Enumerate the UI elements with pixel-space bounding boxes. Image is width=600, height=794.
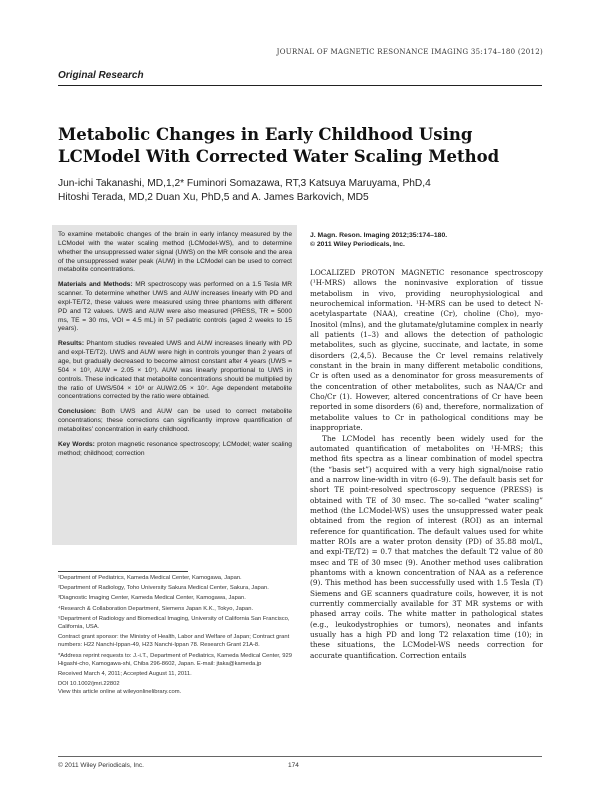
keywords-text: proton magnetic resonance spectroscopy; LCModel; water scaling method; childhood; correction [58,440,292,457]
conclusion-label: Conclusion: [58,408,97,416]
section-label: Original Research [58,70,144,81]
footnote-reprint: *Address reprint requests to: J.-i.T., Department of Pediatrics, Kameda Medical Center, 929 Higashi-cho, Kamogawa-shi, Chiba 296-8602, Japan. E-mail: jtaka@kameda.jp [58,652,292,667]
author-list [58,177,558,205]
citation-block [310,231,542,249]
footnote-grant: Contract grant sponsor: the Ministry of Health, Labor and Welfare of Japan; Contract grant numbers: H22 Nanchi-Ippan-49, H23 Nanchi-Ippan 78. Research Grant 21A-8. [58,634,290,649]
abstract-keywords [58,441,292,459]
citation-line: J. Magn. Reson. Imaging 2012;35:174–180. [310,232,448,239]
footnotes [58,574,292,699]
keywords-label: Key Words: [58,440,95,448]
methods-label: Materials and Methods: [58,281,133,289]
page-number: 174 [288,762,299,769]
footnote-affiliation-3: ³Diagnostic Imaging Center, Kameda Medical Center, Kamogawa, Japan. [58,595,246,602]
body-text [310,268,543,661]
methods-text: MR spectroscopy was performed on a 1.5 Tesla MR scanner. To determine whether UWS and AUW increases linearly with PD and expl-TE/T2, these values were measured using three phantoms with different PD and T2 values. UWS and AUW were also measured (PRESS, TR = 5000 ms, TE = 30 ms, VOI = 4.5 mL) in 57 pediatric controls (aged 2 weeks to 15 years). [58,281,292,333]
results-label: Results: [58,340,85,348]
abstract-purpose: To examine metabolic changes of the brain in early infancy measured by the LCModel with the water scaling method (LCModel-WS), and to determine whether the unsuppressed water signal (UWS) on the MR console and the area of the unsuppressed water peak (AUW) in the LCModel can be used to correct metabolite concentrations. [58,231,292,274]
copyright-line: © 2011 Wiley Periodicals, Inc. [310,241,405,248]
journal-header: JOURNAL OF MAGNETIC RESONANCE IMAGING 35:174–180 (2012) [276,48,543,56]
abstract-conclusion [58,408,292,435]
footer-divider [58,756,542,757]
footer-copyright: © 2011 Wiley Periodicals, Inc. [58,762,144,769]
section-divider [58,85,542,86]
footnote-divider [58,571,188,572]
conclusion-text: Both UWS and AUW can be used to correct metabolite concentrations; these corrections can significantly improve quantification of metabolites' concentration in early childhood. [58,408,292,433]
body-paragraph-2: The LCModel has recently been widely used for the automated quantification of metabolites on ¹H-MRS; this method fits spectra as a linear combination of model spectra (the “basis set”) acquired with a very high signal/noise ratio and a narrow line-width in vitro (6–9). The default basis set for short TE point-resolved spectroscopy sequence (PRESS) is obtained with TE of 30 msec. The so-called “water scaling” method (the LCModel-WS) uses the unsuppressed water peak obtained from the region of interest (ROI) as an internal reference for quantification. The default values used for white matter ROIs are a water proton density (PD) of 35.88 mol/L, and expl-TE/T2) = 0.7 that matches the default T2 value of 80 msec and TE of 30 msec (9). Another method uses calibration phantoms with a known concentration of NAA as a reference (9). This method has been successfully used with 1.5 Tesla (T) Siemens and GE scanners quadrature coils, however, it is not currently commercially available for 3T MR systems or with phased array coils. The white matter in pathological states (e.g., leukodystrophies or tumors), neonates and infants usually has a high PD and long T2 relaxation time (10); in these situations, the LCModel-WS needs correction for accurate quantification. Correction entails [310,433,543,660]
footnote-doi: DOI 10.1002/jmri.22802 [58,681,120,688]
abstract-results [58,340,292,402]
footnote-affiliation-4: ⁴Research & Collaboration Department, Siemens Japan K.K., Tokyo, Japan. [58,605,254,612]
footnote-affiliation-1: ¹Department of Pediatrics, Kameda Medical Center, Kamogawa, Japan. [58,575,242,581]
footnote-view-online: View this article online at wileyonlinelibrary.com. [58,689,182,696]
footnote-received: Received March 4, 2011; Accepted August 11, 2011. [58,671,192,678]
abstract-methods [58,281,292,334]
article-title: Metabolic Changes in Early Childhood Using LCModel With Corrected Water Scaling Method [58,125,500,166]
abstract [58,231,292,464]
body-paragraph-1: LOCALIZED PROTON MAGNETIC resonance spectroscopy (¹H-MRS) allows the noninvasive exploration of tissue metabolism in vivo, providing neurophysiological and neurochemical information. ¹H-MRS can be used to detect N-acetylaspartate (NAA), creatine (Cr), choline (Cho), myo-Inositol (mIns), and the glutamate/glutamine complex in nearly all patients (1–3) and allows the detection of pathologic metabolites, such as glycine, succinate, and lactate, in some disorders (2,4,5). Because the Cr level remains relatively constant in the brain in many different metabolic conditions, Cr is often used as a denominator for gross measurements of the concentration of other metabolites, such as NAA/Cr and Cho/Cr (1). However, altered concentrations of Cr have been reported in some disorders (6) and, therefore, normalization of metabolite values to Cr in pathological conditions may be inappropriate. [310,268,543,433]
footnote-affiliation-5: ⁵Department of Radiology and Biomedical Imaging, University of California San Francisco, California, USA. [58,615,290,631]
authors-line-1: Jun-ichi Takanashi, MD,1,2* Fuminori Somazawa, RT,3 Katsuya Maruyama, PhD,4 [58,178,431,189]
authors-line-2: Hitoshi Terada, MD,2 Duan Xu, PhD,5 and A. James Barkovich, MD5 [58,192,369,203]
results-text: Phantom studies revealed UWS and AUW increases linearly with PD and expl-TE/T2). UWS and AUW were high in controls younger than 2 years of age, but gradually decreased to become almost constant after 4 years (UWS = 504 × 10³, AUW = 2.05 × 10⁷). AUW was linearly proportional to UWS in controls. These indicated that metabolite concentrations should be multiplied by the ratio of UWS/504 × 10³ or AUW/2.05 × 10⁷. Age dependent metabolite concentrations corrected by the ratio were obtained. [58,340,292,401]
footnote-affiliation-2: ²Department of Radiology, Toho University Sakura Medical Center, Sakura, Japan. [58,585,269,592]
